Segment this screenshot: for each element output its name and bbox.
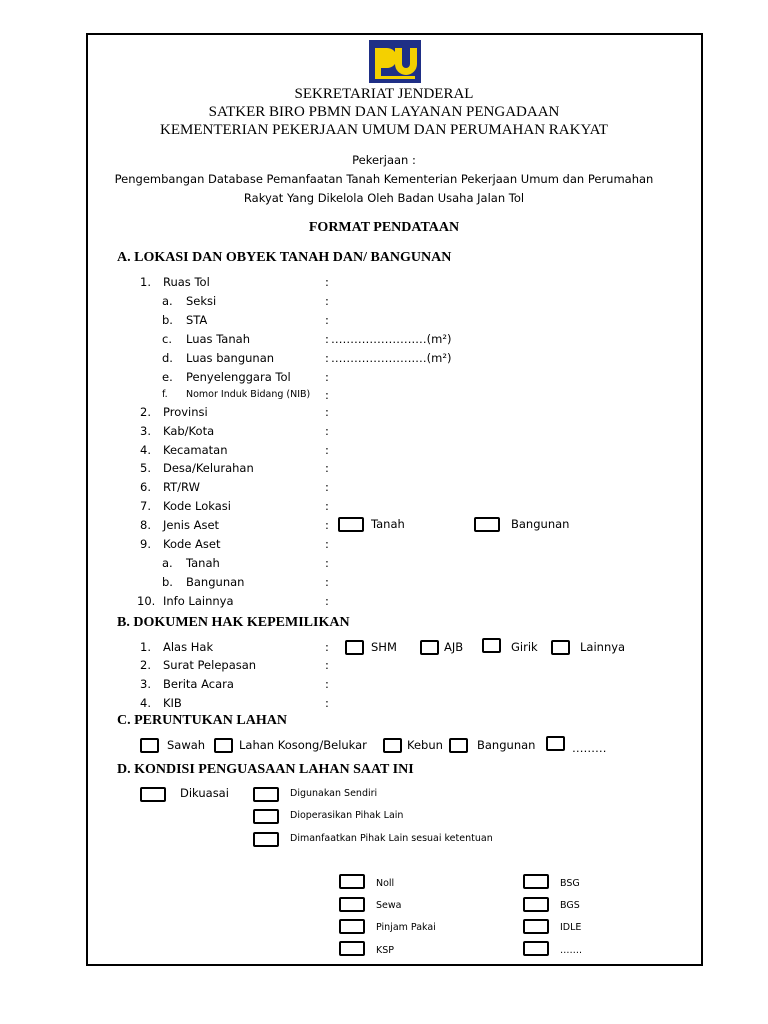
section-a-field-label: Info Lainnya xyxy=(163,594,234,608)
label-other-d: ……. xyxy=(560,945,583,956)
label-girik: Girik xyxy=(511,640,538,654)
section-a-field-colon: : xyxy=(325,275,329,289)
section-a-field-colon: : xyxy=(325,556,329,570)
label-pinjam-pakai: Pinjam Pakai xyxy=(376,922,436,933)
section-a-field-label: Penyelenggara Tol xyxy=(186,370,291,384)
checkbox-tanah[interactable] xyxy=(338,517,364,532)
checkbox-sewa[interactable] xyxy=(339,897,365,912)
pupr-logo-icon xyxy=(369,40,421,83)
section-b-heading: B. DOKUMEN HAK KEPEMILIKAN xyxy=(117,615,350,630)
checkbox-idle[interactable] xyxy=(523,919,549,934)
section-a-field-label: Seksi xyxy=(186,294,217,308)
section-a-field-number: 9. xyxy=(140,537,151,551)
section-b-field-number: 1. xyxy=(140,640,151,654)
section-a-field-number: e. xyxy=(162,370,173,384)
label-sewa: Sewa xyxy=(376,900,402,911)
section-a-field-number: 2. xyxy=(140,405,151,419)
label-shm: SHM xyxy=(371,640,397,654)
section-a-field-number: 3. xyxy=(140,424,151,438)
section-a-field-label: RT/RW xyxy=(163,480,200,494)
section-b-field-colon: : xyxy=(325,640,329,654)
form-title: FORMAT PENDATAAN xyxy=(308,220,460,235)
pekerjaan-line-1: Pengembangan Database Pemanfaatan Tanah Kementerian Pekerjaan Umum dan Perumahan xyxy=(114,172,654,186)
section-b-field-colon: : xyxy=(325,696,329,710)
checkbox-other-c[interactable] xyxy=(546,736,565,751)
section-a-field-label: Luas Tanah xyxy=(186,332,250,346)
section-a-field-fill[interactable]: ………………….…(m²) xyxy=(331,332,452,346)
section-a-field-number: c. xyxy=(162,332,172,346)
section-a-field-label: STA xyxy=(186,313,208,327)
section-a-field-number: a. xyxy=(162,556,173,570)
section-a-field-label: Luas bangunan xyxy=(186,351,275,365)
header-line-3: KEMENTERIAN PEKERJAAN UMUM DAN PERUMAHAN RAKYAT xyxy=(160,122,608,138)
checkbox-dikuasai[interactable] xyxy=(140,787,166,802)
pekerjaan-label: Pekerjaan : xyxy=(352,153,416,167)
section-b-field-number: 2. xyxy=(140,658,151,672)
section-a-field-fill[interactable]: ………………….…(m²) xyxy=(331,351,452,365)
section-b-field-number: 3. xyxy=(140,677,151,691)
section-b-field-colon: : xyxy=(325,658,329,672)
section-a-field-number: b. xyxy=(162,313,173,327)
label-idle: IDLE xyxy=(560,922,582,933)
section-a-field-colon: : xyxy=(325,313,329,327)
checkbox-other-d[interactable] xyxy=(523,941,549,956)
section-a-field-number: d. xyxy=(162,351,173,365)
section-a-field-label: Kab/Kota xyxy=(163,424,215,438)
label-bsg: BSG xyxy=(560,878,580,889)
section-a-field-colon: : xyxy=(325,351,329,365)
section-b-field-label: KIB xyxy=(163,696,182,710)
checkbox-bsg[interactable] xyxy=(523,874,549,889)
section-a-field-colon: : xyxy=(325,499,329,513)
label-lainnya: Lainnya xyxy=(580,640,626,654)
section-a-field-colon: : xyxy=(325,424,329,438)
label-kebun: Kebun xyxy=(407,738,443,752)
label-bgs: BGS xyxy=(560,900,580,911)
section-a-field-colon: : xyxy=(325,443,329,457)
section-a-field-label: Kode Lokasi xyxy=(163,499,231,513)
section-a-field-number: 1. xyxy=(140,275,151,289)
label-sawah: Sawah xyxy=(167,738,206,752)
section-a-field-colon: : xyxy=(325,480,329,494)
checkbox-bangunan[interactable] xyxy=(474,517,500,532)
label-dimanfaatkan: Dimanfaatkan Pihak Lain sesuai ketentuan xyxy=(290,833,493,844)
section-a-field-label: Ruas Tol xyxy=(163,275,210,289)
label-digunakan-sendiri: Digunakan Sendiri xyxy=(290,788,378,799)
pekerjaan-line-2: Rakyat Yang Dikelola Oleh Badan Usaha Jalan Tol xyxy=(243,191,525,205)
header-line-1: SEKRETARIAT JENDERAL xyxy=(294,86,474,102)
section-a-field-label: Tanah xyxy=(186,556,220,570)
label-ajb: AJB xyxy=(444,640,464,654)
checkbox-pinjam-pakai[interactable] xyxy=(339,919,365,934)
checkbox-bangunan-c[interactable] xyxy=(449,738,468,753)
checkbox-dioperasikan[interactable] xyxy=(253,809,279,824)
section-a-field-label: Kode Aset xyxy=(163,537,221,551)
checkbox-digunakan-sendiri[interactable] xyxy=(253,787,279,802)
section-a-field-number: a. xyxy=(162,294,173,308)
label-ksp: KSP xyxy=(376,945,394,956)
checkbox-sawah[interactable] xyxy=(140,738,159,753)
section-b-field-label: Berita Acara xyxy=(163,677,234,691)
section-a-field-colon: : xyxy=(325,575,329,589)
section-a-field-colon: : xyxy=(325,370,329,384)
section-a-field-label: Jenis Aset xyxy=(163,518,220,532)
checkbox-dimanfaatkan[interactable] xyxy=(253,832,279,847)
section-a-field-label: Bangunan xyxy=(186,575,245,589)
section-a-field-colon: : xyxy=(325,518,329,532)
section-d-heading: D. KONDISI PENGUASAAN LAHAN SAAT INI xyxy=(117,762,414,777)
checkbox-shm[interactable] xyxy=(345,640,364,655)
section-b-field-number: 4. xyxy=(140,696,151,710)
section-a-field-number: 6. xyxy=(140,480,151,494)
checkbox-kebun[interactable] xyxy=(383,738,402,753)
section-a-field-colon: : xyxy=(325,388,329,402)
section-a-field-colon: : xyxy=(325,294,329,308)
checkbox-ksp[interactable] xyxy=(339,941,365,956)
section-b-field-label: Alas Hak xyxy=(163,640,214,654)
checkbox-bgs[interactable] xyxy=(523,897,549,912)
section-a-field-colon: : xyxy=(325,405,329,419)
section-a-field-label: Kecamatan xyxy=(163,443,228,457)
header-line-2: SATKER BIRO PBMN DAN LAYANAN PENGADAAN xyxy=(208,104,560,120)
label-other-c: ……… xyxy=(572,741,607,755)
section-a-field-label: Nomor Induk Bidang (NIB) xyxy=(186,389,311,400)
section-a-field-number: 4. xyxy=(140,443,151,457)
label-noll: Noll xyxy=(376,878,395,889)
label-bangunan: Bangunan xyxy=(511,517,570,531)
label-tanah: Tanah xyxy=(371,517,405,531)
section-c-heading: C. PERUNTUKAN LAHAN xyxy=(117,713,287,728)
section-a-field-number: f. xyxy=(162,389,168,400)
section-a-field-label: Provinsi xyxy=(163,405,208,419)
section-b-field-colon: : xyxy=(325,677,329,691)
section-a-field-colon: : xyxy=(325,594,329,608)
section-a-field-colon: : xyxy=(325,461,329,475)
label-lahan-kosong: Lahan Kosong/Belukar xyxy=(239,738,367,752)
label-dikuasai: Dikuasai xyxy=(180,786,229,800)
section-a-field-label: Desa/Kelurahan xyxy=(163,461,254,475)
section-a-field-number: 8. xyxy=(140,518,151,532)
section-a-field-number: 5. xyxy=(140,461,151,475)
label-bangunan-c: Bangunan xyxy=(477,738,536,752)
checkbox-ajb[interactable] xyxy=(420,640,439,655)
section-a-field-number: b. xyxy=(162,575,173,589)
checkbox-girik[interactable] xyxy=(482,638,501,653)
section-a-field-colon: : xyxy=(325,537,329,551)
checkbox-lainnya[interactable] xyxy=(551,640,570,655)
checkbox-lahan-kosong[interactable] xyxy=(214,738,233,753)
section-b-field-label: Surat Pelepasan xyxy=(163,658,257,672)
section-a-field-number: 10. xyxy=(137,594,156,608)
section-a-heading: A. LOKASI DAN OBYEK TANAH DAN/ BANGUNAN xyxy=(117,250,452,265)
section-a-field-number: 7. xyxy=(140,499,151,513)
checkbox-noll[interactable] xyxy=(339,874,365,889)
label-dioperasikan: Dioperasikan Pihak Lain xyxy=(290,810,404,821)
section-a-field-colon: : xyxy=(325,332,329,346)
